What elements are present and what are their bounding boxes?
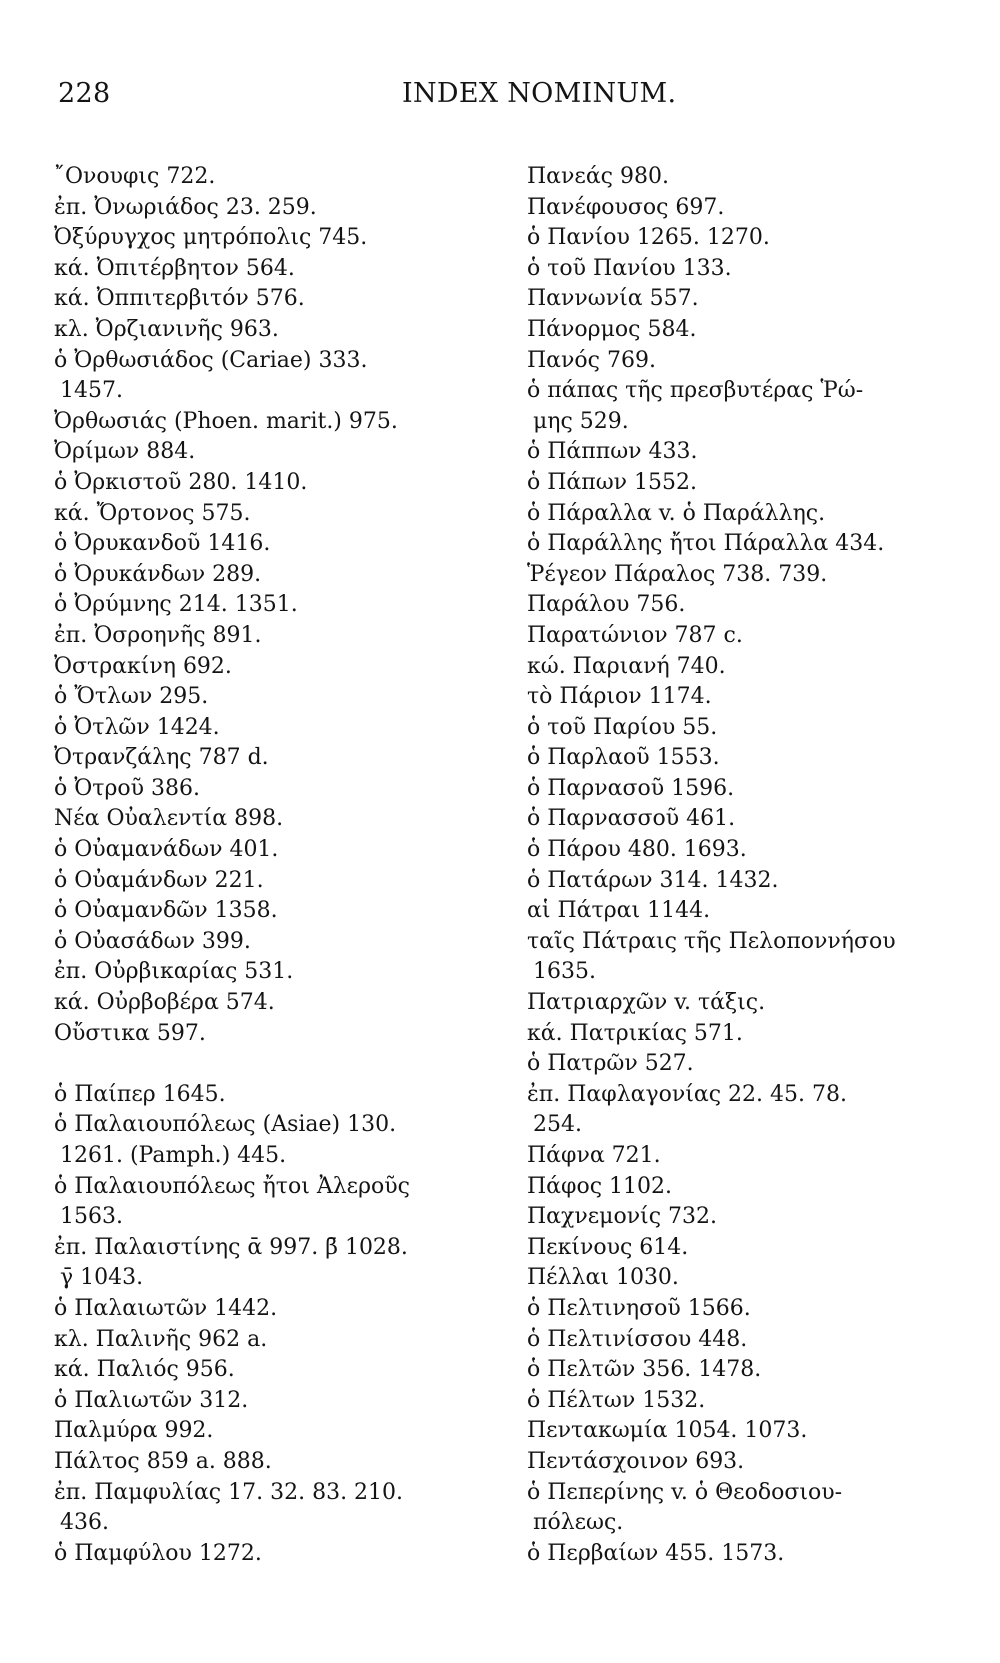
index-entry: Πάφνα 721. xyxy=(527,1143,661,1168)
index-entry-continuation: πόλεως. xyxy=(533,1510,624,1536)
index-entry: ὁ Πεπερίνης v. ὁ Θεοδοσιου- xyxy=(527,1479,843,1505)
index-entry: ὁ Ὀρκιστοῦ 280. 1410. xyxy=(54,469,308,495)
index-entry: κά. Παλιός 956. xyxy=(54,1357,235,1383)
index-entry: Ὀστρακίνη 692. xyxy=(54,653,232,679)
index-entry: ὁ Ὀρυκανδοῦ 1416. xyxy=(54,531,271,557)
index-entry: Ὀτρανζάλης 787 d. xyxy=(54,745,269,771)
index-entry: κά. Πατρικίας 571. xyxy=(527,1020,743,1046)
index-entry: Ὀρθωσιάς (Phoen. marit.) 975. xyxy=(54,408,398,434)
index-entry: ὁ Παράλλης ἤτοι Πάραλλα 434. xyxy=(527,531,885,557)
index-entry: ταῖς Πάτραις τῆς Πελοποννήσου xyxy=(527,928,896,954)
index-entry: Παλμύρα 992. xyxy=(54,1418,214,1444)
index-entry: ἐπ. Παμφυλίας 17. 32. 83. 210. xyxy=(54,1479,404,1505)
index-entry: Πατριαρχῶν v. τάξις. xyxy=(527,990,766,1016)
right-column xyxy=(527,162,957,1569)
index-entry: Πέλλαι 1030. xyxy=(527,1265,679,1291)
index-entry: τὸ Πάριον 1174. xyxy=(527,684,712,710)
index-entry: κώ. Παριανή 740. xyxy=(527,653,726,679)
index-entry: Οὔστικα 597. xyxy=(54,1020,206,1046)
index-entry-continuation: 1457. xyxy=(60,378,123,404)
index-entry: ὁ τοῦ Παρίου 55. xyxy=(527,714,718,740)
index-entry: ὁ Οὐαμανδῶν 1358. xyxy=(54,898,278,924)
index-entry: ὁ Πατάρων 314. 1432. xyxy=(527,867,779,893)
index-entry: κά. Οὐρβοβέρα 574. xyxy=(54,990,275,1016)
index-entry: ὁ Πάππων 433. xyxy=(527,439,698,465)
index-entry: Ὀρίμων 884. xyxy=(54,439,196,465)
index-entry: ὁ Ὄτλων 295. xyxy=(54,684,209,710)
index-entry: κλ. Παλινῆς 962 a. xyxy=(54,1326,268,1352)
index-entry: κά. Ὄρτονος 575. xyxy=(54,500,251,526)
index-entry: Παννωνία 557. xyxy=(527,286,699,312)
index-entry: Πεντακωμία 1054. 1073. xyxy=(527,1418,808,1444)
index-entry: ὁ Παρλαοῦ 1553. xyxy=(527,745,720,771)
index-entry: Ῥέγεον Πάραλος 738. 739. xyxy=(527,561,828,587)
index-entry: ὁ Πελτινησοῦ 1566. xyxy=(527,1295,751,1321)
index-entry-continuation: μης 529. xyxy=(533,408,629,434)
left-column xyxy=(54,162,494,1569)
index-entry: ὁ Πατρῶν 527. xyxy=(527,1051,694,1077)
index-entry: ὁ Ὀτλῶν 1424. xyxy=(54,714,220,740)
index-entry: Πάφος 1102. xyxy=(527,1173,672,1199)
index-entry: ὁ Παλιωτῶν 312. xyxy=(54,1387,249,1413)
index-entry: ὁ Παρνασοῦ 1596. xyxy=(527,775,735,801)
index-entry: ὁ πάπας τῆς πρεσβυτέρας Ῥώ- xyxy=(527,378,864,404)
index-entry: ὁ Οὐαμανάδων 401. xyxy=(54,837,279,863)
index-entry: κλ. Ὀρζιανινῆς 963. xyxy=(54,316,279,342)
index-entry: Πάνορμος 584. xyxy=(527,316,697,342)
running-head: INDEX NOMINUM. xyxy=(402,78,677,109)
index-entry: ὁ Πανίου 1265. 1270. xyxy=(527,225,770,251)
index-entry: ὁ Παίπερ 1645. xyxy=(54,1081,226,1107)
index-entry: Παρατώνιον 787 c. xyxy=(527,622,743,648)
index-entry: ὁ Παλαιουπόλεως ἤτοι Ἀλεροῦς xyxy=(54,1173,410,1199)
index-entry: ὁ Ὀτροῦ 386. xyxy=(54,775,200,801)
index-entry: ἐπ. Παλαιστίνης ᾱ 997. β̄ 1028. xyxy=(54,1234,408,1260)
index-entry: κά. Ὀππιτερβιτόν 576. xyxy=(54,286,305,312)
index-entry: ὁ Ὀρυκάνδων 289. xyxy=(54,561,262,587)
index-entry: ἐπ. Ὀνωριάδος 23. 259. xyxy=(54,194,317,220)
index-entry: Πανός 769. xyxy=(527,347,656,373)
index-entry: ἐπ. Ὀσροηνῆς 891. xyxy=(54,622,262,648)
index-entry: ὁ Πελτινίσσου 448. xyxy=(527,1326,748,1352)
index-entry: ὁ Πελτῶν 356. 1478. xyxy=(527,1357,762,1383)
index-entry: ῎Ονουφις 722. xyxy=(54,164,216,189)
index-entry: κά. Ὀπιτέρβητον 564. xyxy=(54,255,295,281)
index-entry: ὁ Παλαιουπόλεως (Asiae) 130. xyxy=(54,1112,397,1138)
index-entry: ὁ Οὐαμάνδων 221. xyxy=(54,867,264,893)
index-entry: ὁ Πάραλλα v. ὁ Παράλλης. xyxy=(527,500,826,526)
page-header xyxy=(58,78,958,118)
index-entry: ὁ Πάρου 480. 1693. xyxy=(527,837,747,863)
index-entry: Ὀξύρυγχος μητρόπολις 745. xyxy=(54,225,368,251)
index-entry: Πάλτος 859 a. 888. xyxy=(54,1448,272,1474)
index-entry: ἐπ. Παφλαγονίας 22. 45. 78. xyxy=(527,1081,848,1107)
index-entry-continuation: 1261. (Pamph.) 445. xyxy=(60,1143,287,1168)
index-entry: ἐπ. Οὐρβικαρίας 531. xyxy=(54,959,294,985)
index-entry: ὁ τοῦ Πανίου 133. xyxy=(527,255,732,281)
index-entry: ὁ Πέλτων 1532. xyxy=(527,1387,706,1413)
index-entry-continuation: 254. xyxy=(533,1112,582,1138)
index-entry: ὁ Ὀρύμνης 214. 1351. xyxy=(54,592,298,618)
index-entry-continuation: γ̄ 1043. xyxy=(60,1265,144,1291)
index-entry: Πεκίνους 614. xyxy=(527,1234,689,1260)
index-entry-continuation: 1563. xyxy=(60,1204,123,1230)
index-entry: ὁ Περβαίων 455. 1573. xyxy=(527,1540,785,1566)
page-number: 228 xyxy=(58,78,111,109)
index-entry: ὁ Παμφύλου 1272. xyxy=(54,1540,262,1566)
index-entry: ὁ Πάπων 1552. xyxy=(527,469,698,495)
index-entry: Παχνεμονίς 732. xyxy=(527,1204,717,1230)
index-entry: Πεντάσχοινον 693. xyxy=(527,1448,745,1474)
index-entry: ὁ Παλαιωτῶν 1442. xyxy=(54,1295,278,1321)
index-entry: Παράλου 756. xyxy=(527,592,686,618)
index-entry: Πανεάς 980. xyxy=(527,164,669,189)
index-entry: Πανέφουσος 697. xyxy=(527,194,725,220)
index-entry: αἱ Πάτραι 1144. xyxy=(527,898,711,924)
index-entry-continuation: 436. xyxy=(60,1510,109,1536)
index-entry-continuation: 1635. xyxy=(533,959,596,985)
section-gap xyxy=(54,1049,494,1080)
index-entry: ὁ Παρνασσοῦ 461. xyxy=(527,806,736,832)
index-entry: ὁ Ὀρθωσιάδος (Cariae) 333. xyxy=(54,347,368,373)
index-entry: ὁ Οὐασάδων 399. xyxy=(54,928,251,954)
index-entry: Νέα Οὐαλεντία 898. xyxy=(54,806,284,832)
